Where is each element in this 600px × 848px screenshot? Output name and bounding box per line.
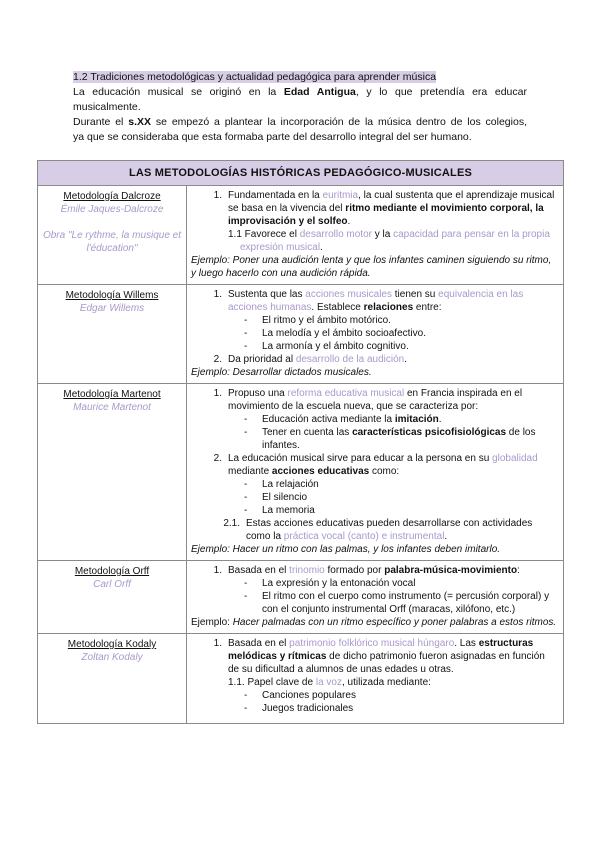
- table-row: [38, 285, 564, 384]
- method-description-willems: [187, 285, 564, 384]
- dash-item: - La expresión y la entonación vocal: [244, 578, 416, 589]
- example-text: Ejemplo: Hacer palmadas con un ritmo específico y poner palabras a estos ritmos.: [191, 617, 557, 628]
- methodologies-table: [37, 160, 564, 724]
- sub-item-continued: expresión musical.: [240, 242, 323, 253]
- method-author: Maurice Martenot: [73, 402, 151, 413]
- table-header: LAS METODOLOGÍAS HISTÓRICAS PEDAGÓGICO-MUSICALES: [38, 161, 564, 186]
- table-row: [38, 186, 564, 285]
- dash-item: - Juegos tradicionales: [244, 703, 354, 714]
- example-text: Ejemplo: Poner una audición lenta y que los infantes caminen siguiendo su ritmo, y luego hacerlo con una audición rápida.: [191, 255, 552, 279]
- sub-item: 2.1. Estas acciones educativas pueden desarrollarse con actividades como la práctica vocal (canto) e instrumental.: [223, 518, 533, 542]
- method-description-orff: [187, 561, 564, 634]
- list-item: 1. Basada en el patrimonio folklórico musical húngaro. Las estructuras melódicas y rítmicas de dicho patrimonio fueron asignadas en función de su dificultad a alumnos de unas edades u otras.: [213, 638, 545, 675]
- method-author: Émile Jaques-Dalcroze: [60, 204, 164, 215]
- intro-paragraph-2: Durante el s.XX se empezó a plantear la incorporación de la música dentro de los colegios,: [73, 116, 527, 128]
- method-cell-kodaly: [38, 634, 187, 724]
- method-description-martenot: [187, 384, 564, 561]
- dash-item: - El ritmo y el ámbito motórico.: [244, 315, 391, 326]
- list-item: 1. Basada en el trinomio formado por palabra-música-movimiento:: [213, 565, 520, 576]
- dash-item: - El ritmo con el cuerpo como instrumento (= percusión corporal) y con el conjunto instrumental Orff (maracas, xilófono, etc.): [244, 591, 550, 615]
- list-item: 2. Da prioridad al desarrollo de la audición.: [213, 354, 407, 365]
- dash-item: - Canciones populares: [244, 690, 356, 701]
- section-title: 1.2 Tradiciones metodológicas y actualidad pedagógica para aprender música: [73, 71, 437, 83]
- table-row: [38, 384, 564, 561]
- sub-item: 1.1 Favorece el desarrollo motor y la capacidad para pensar en la propia: [228, 229, 550, 240]
- method-name: Metodología Dalcroze: [63, 191, 161, 202]
- method-name: Metodología Orff: [74, 566, 150, 577]
- method-description-dalcroze: [187, 186, 564, 285]
- method-description-kodaly: [187, 634, 564, 724]
- table-row: [38, 634, 564, 724]
- sub-item: 1.1. Papel clave de la voz, utilizada mediante:: [228, 677, 431, 688]
- table-row: [38, 561, 564, 634]
- method-cell-dalcroze: [38, 186, 187, 285]
- method-author: Zoltan Kodaly: [81, 652, 143, 663]
- method-cell-willems: [38, 285, 187, 384]
- method-author: Carl Orff: [93, 579, 131, 590]
- method-work: Obra "Le rythme, la musique et l'éducation": [42, 230, 182, 254]
- method-author: Edgar Willems: [79, 303, 145, 314]
- list-item: 1. Fundamentada en la euritmia, la cual sustenta que el aprendizaje musical se basa en la vivencia del ritmo mediante el movimiento corporal, la improvisación y el solfeo.: [213, 190, 555, 227]
- example-text: Ejemplo: Hacer un ritmo con las palmas, y los infantes deben imitarlo.: [191, 544, 501, 555]
- dash-item: - El silencio: [244, 492, 308, 503]
- dash-item: - Tener en cuenta las características psicofisiológicas de los infantes.: [244, 427, 536, 451]
- intro-section: [73, 70, 527, 145]
- list-item: 1. Propuso una reforma educativa musical en Francia inspirada en el movimiento de la escuela nueva, que se caracteriza por:: [213, 388, 523, 412]
- dash-item: - La relajación: [244, 479, 319, 490]
- method-cell-martenot: [38, 384, 187, 561]
- example-text: Ejemplo: Desarrollar dictados musicales.: [191, 367, 372, 378]
- dash-item: - La memoria: [244, 505, 315, 516]
- method-name: Metodología Martenot: [63, 389, 161, 400]
- list-item: 1. Sustenta que las acciones musicales tienen su equivalencia en las acciones humanas. Establece relaciones entre:: [213, 289, 524, 313]
- dash-item: - La melodía y el ámbito socioafectivo.: [244, 328, 426, 339]
- intro-paragraph-2-end: ya que se consideraba que esta formaba parte del desarrollo integral del ser humano.: [73, 131, 472, 143]
- method-name: Metodología Kodaly: [67, 639, 157, 650]
- dash-item: - La armonía y el ámbito cognitivo.: [244, 341, 409, 352]
- dash-item: - Educación activa mediante la imitación.: [244, 414, 442, 425]
- intro-paragraph-1-end: musicalmente.: [73, 101, 141, 113]
- method-name: Metodología Willems: [65, 290, 159, 301]
- list-item: 2. La educación musical sirve para educar a la persona en su globalidad mediante acciones educativas como:: [213, 453, 538, 477]
- method-cell-orff: [38, 561, 187, 634]
- intro-paragraph-1: La educación musical se originó en la Edad Antigua, y lo que pretendía era educar: [73, 86, 527, 98]
